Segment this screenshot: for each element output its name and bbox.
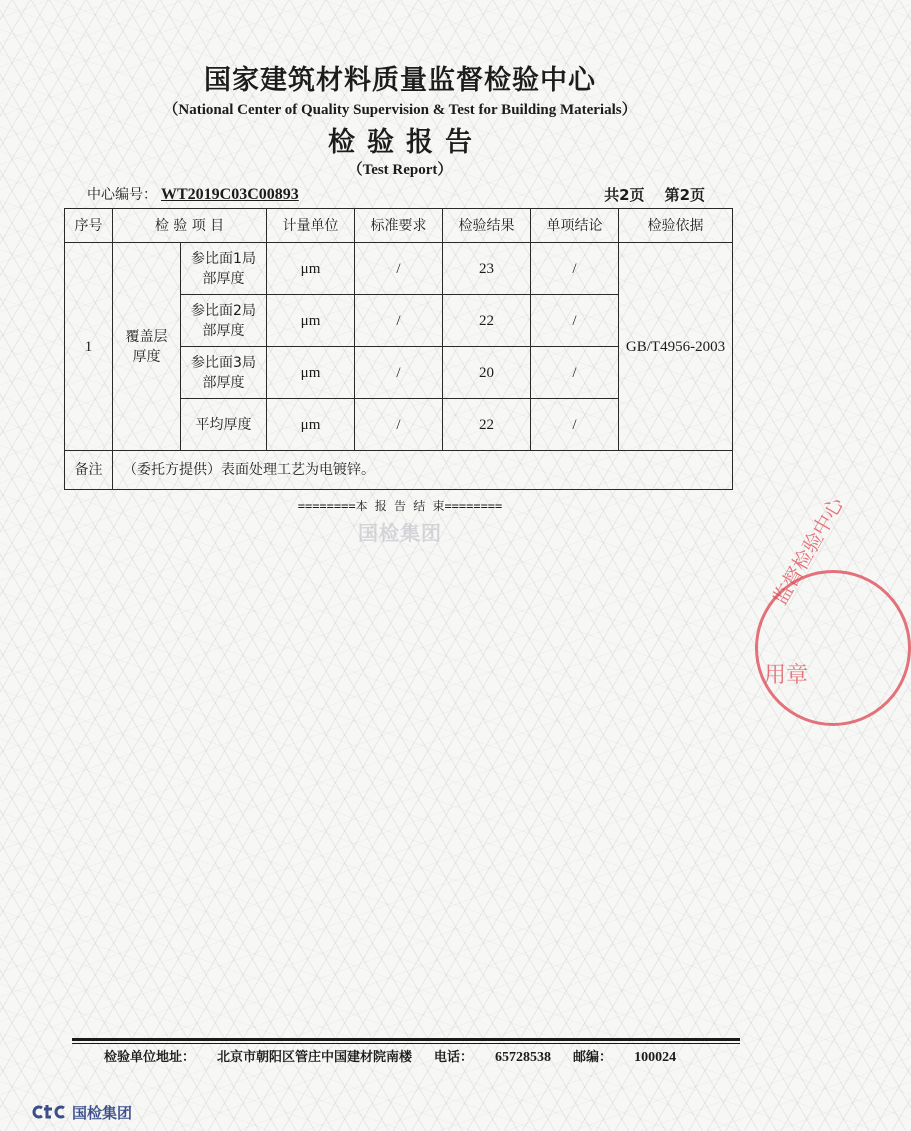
requirement-cell: / (355, 243, 443, 295)
requirement-cell: / (355, 295, 443, 347)
result-cell: 20 (443, 347, 531, 399)
conclusion-cell: / (531, 347, 619, 399)
conclusion-cell: / (531, 295, 619, 347)
center-title-cn: 国家建筑材料质量监督检验中心 (204, 65, 596, 96)
requirement-cell: / (355, 399, 443, 451)
result-cell: 22 (443, 295, 531, 347)
footer-divider (72, 1038, 740, 1041)
header-requirement: 标准要求 (355, 209, 443, 243)
table-row (65, 243, 733, 295)
report-title-cn: 检验报告 (328, 127, 484, 158)
center-number-value: WT2019C03C00893 (161, 186, 299, 203)
phone-value: 65728538 (495, 1050, 552, 1065)
official-seal (755, 493, 911, 726)
remark-label: 备注 (65, 451, 113, 490)
report-meta-row (87, 184, 705, 206)
header-conclusion: 单项结论 (531, 209, 619, 243)
unit-cell: μm (267, 295, 355, 347)
postcode-label: 邮编： (573, 1050, 613, 1065)
table-header-row (65, 209, 733, 243)
requirement-cell: / (355, 347, 443, 399)
result-cell: 22 (443, 399, 531, 451)
footer-divider-thin (72, 1043, 740, 1044)
seal-text-upper: 监督检验中心 (767, 493, 849, 609)
item-cell: 平均厚度 (181, 399, 267, 451)
unit-cell: μm (267, 399, 355, 451)
watermark-text: 国检集团 (358, 521, 442, 545)
remark-text: （委托方提供）表面处理工艺为电镀锌。 (113, 451, 733, 490)
footer-contact (104, 1046, 724, 1066)
remark-row (65, 451, 733, 490)
center-title-en: （National Center of Quality Supervision & Test for Building Materials） (163, 102, 637, 118)
postcode-value: 100024 (634, 1050, 677, 1065)
center-number (87, 184, 299, 204)
logo-text: 国检集团 (72, 1103, 133, 1122)
basis-cell: GB/T4956-2003 (619, 243, 733, 451)
address-label: 检验单位地址： (104, 1050, 196, 1065)
ctc-logo-icon (32, 1103, 68, 1121)
report-end-marker: ========本 报 告 结 束======== (297, 499, 503, 513)
seq-cell: 1 (65, 243, 113, 451)
item-group-cell: 覆盖层厚度 (113, 243, 181, 451)
item-cell: 参比面3局部厚度 (181, 347, 267, 399)
test-results-table (64, 208, 733, 490)
item-cell: 参比面1局部厚度 (181, 243, 267, 295)
header-basis: 检验依据 (619, 209, 733, 243)
result-cell: 23 (443, 243, 531, 295)
page-info (604, 184, 705, 205)
unit-cell: μm (267, 347, 355, 399)
ctc-logo (32, 1100, 132, 1124)
header-unit: 计量单位 (267, 209, 355, 243)
total-pages: 共2页 (604, 186, 645, 204)
header-result: 检验结果 (443, 209, 531, 243)
seal-text-lower: 用章 (764, 663, 809, 688)
header-item: 检 验 项 目 (113, 209, 267, 243)
conclusion-cell: / (531, 243, 619, 295)
current-page: 第2页 (664, 186, 705, 204)
unit-cell: μm (267, 243, 355, 295)
address-value: 北京市朝阳区管庄中国建材院南楼 (217, 1050, 413, 1065)
phone-label: 电话： (434, 1050, 474, 1065)
center-number-label: 中心编号： (87, 187, 157, 203)
header-seq: 序号 (65, 209, 113, 243)
conclusion-cell: / (531, 399, 619, 451)
item-cell: 参比面2局部厚度 (181, 295, 267, 347)
report-title-en: （Test Report） (347, 162, 453, 178)
